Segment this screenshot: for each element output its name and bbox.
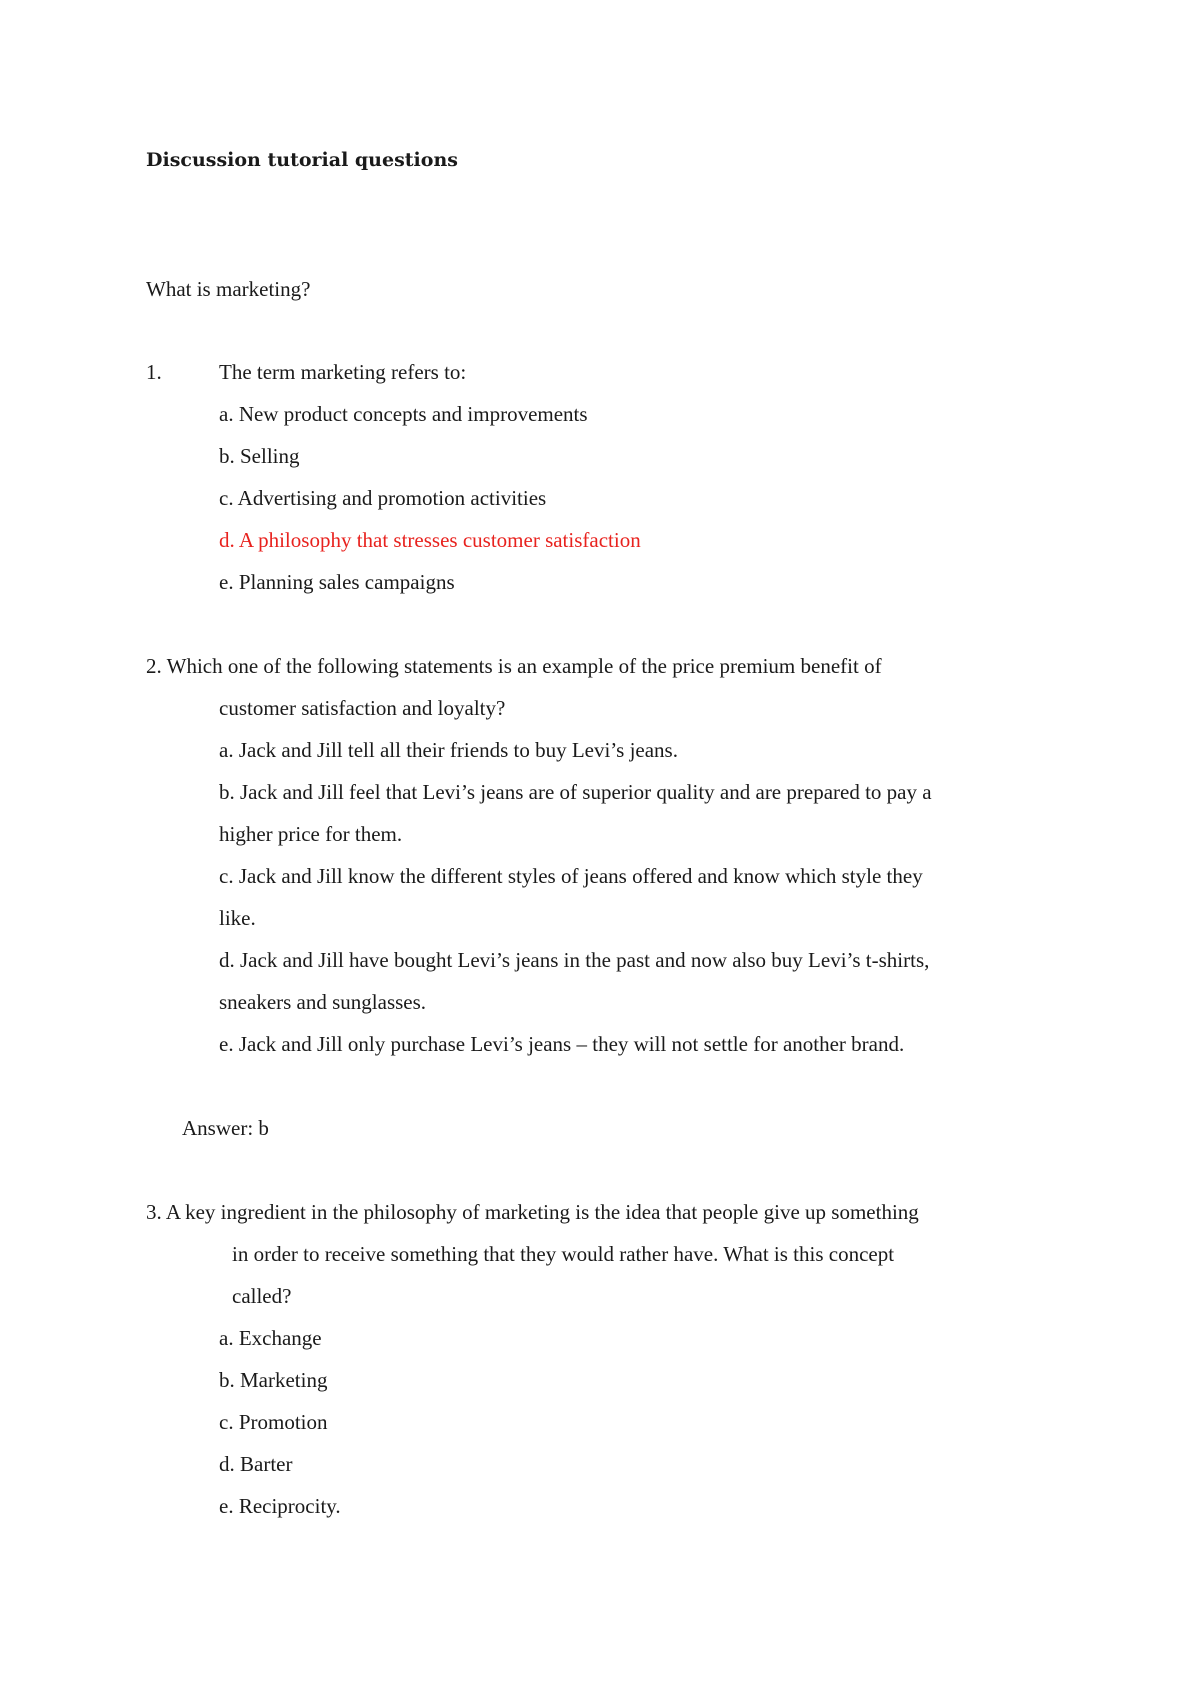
section-heading: What is marketing? (146, 277, 311, 301)
q2-answer: Answer: b (182, 1116, 269, 1140)
q2-text-line2: customer satisfaction and loyalty? (219, 696, 506, 720)
q1-number: 1. (146, 360, 162, 384)
q3-text-line1: 3. A key ingredient in the philosophy of marketing is the idea that people give up something (146, 1200, 919, 1224)
q2-option-a: a. Jack and Jill tell all their friends to buy Levi’s jeans. (219, 738, 678, 762)
q3-text-line3: called? (232, 1284, 292, 1308)
q2-option-e: e. Jack and Jill only purchase Levi’s jeans – they will not settle for another brand. (219, 1032, 905, 1056)
q3-option-a: a. Exchange (219, 1326, 322, 1350)
q2-option-b-line2: higher price for them. (219, 822, 403, 846)
q1-text: The term marketing refers to: (219, 360, 467, 384)
q2-option-d-line1: d. Jack and Jill have bought Levi’s jeans in the past and now also buy Levi’s t-shirts, (219, 948, 930, 972)
q1-option-a: a. New product concepts and improvements (219, 402, 588, 426)
q3-option-e: e. Reciprocity. (219, 1494, 341, 1518)
q1-option-c: c. Advertising and promotion activities (219, 486, 547, 510)
q2-option-b-line1: b. Jack and Jill feel that Levi’s jeans are of superior quality and are prepared to pay a (219, 780, 932, 804)
q2-option-d-line2: sneakers and sunglasses. (219, 990, 427, 1014)
q3-text-line2: in order to receive something that they would rather have. What is this concept (232, 1242, 895, 1266)
q3-option-b: b. Marketing (219, 1368, 328, 1392)
q2-option-c-line2: like. (219, 906, 256, 930)
q2-text-line1: 2. Which one of the following statements is an example of the price premium benefit of (146, 654, 882, 678)
q1-option-e: e. Planning sales campaigns (219, 570, 455, 594)
q3-option-d: d. Barter (219, 1452, 293, 1476)
document-title: Discussion tutorial questions (146, 149, 458, 171)
q1-option-b: b. Selling (219, 444, 300, 468)
q2-option-c-line1: c. Jack and Jill know the different styles of jeans offered and know which style they (219, 864, 923, 888)
q3-option-c: c. Promotion (219, 1410, 328, 1434)
q1-option-d-highlighted: d. A philosophy that stresses customer satisfaction (219, 528, 641, 552)
